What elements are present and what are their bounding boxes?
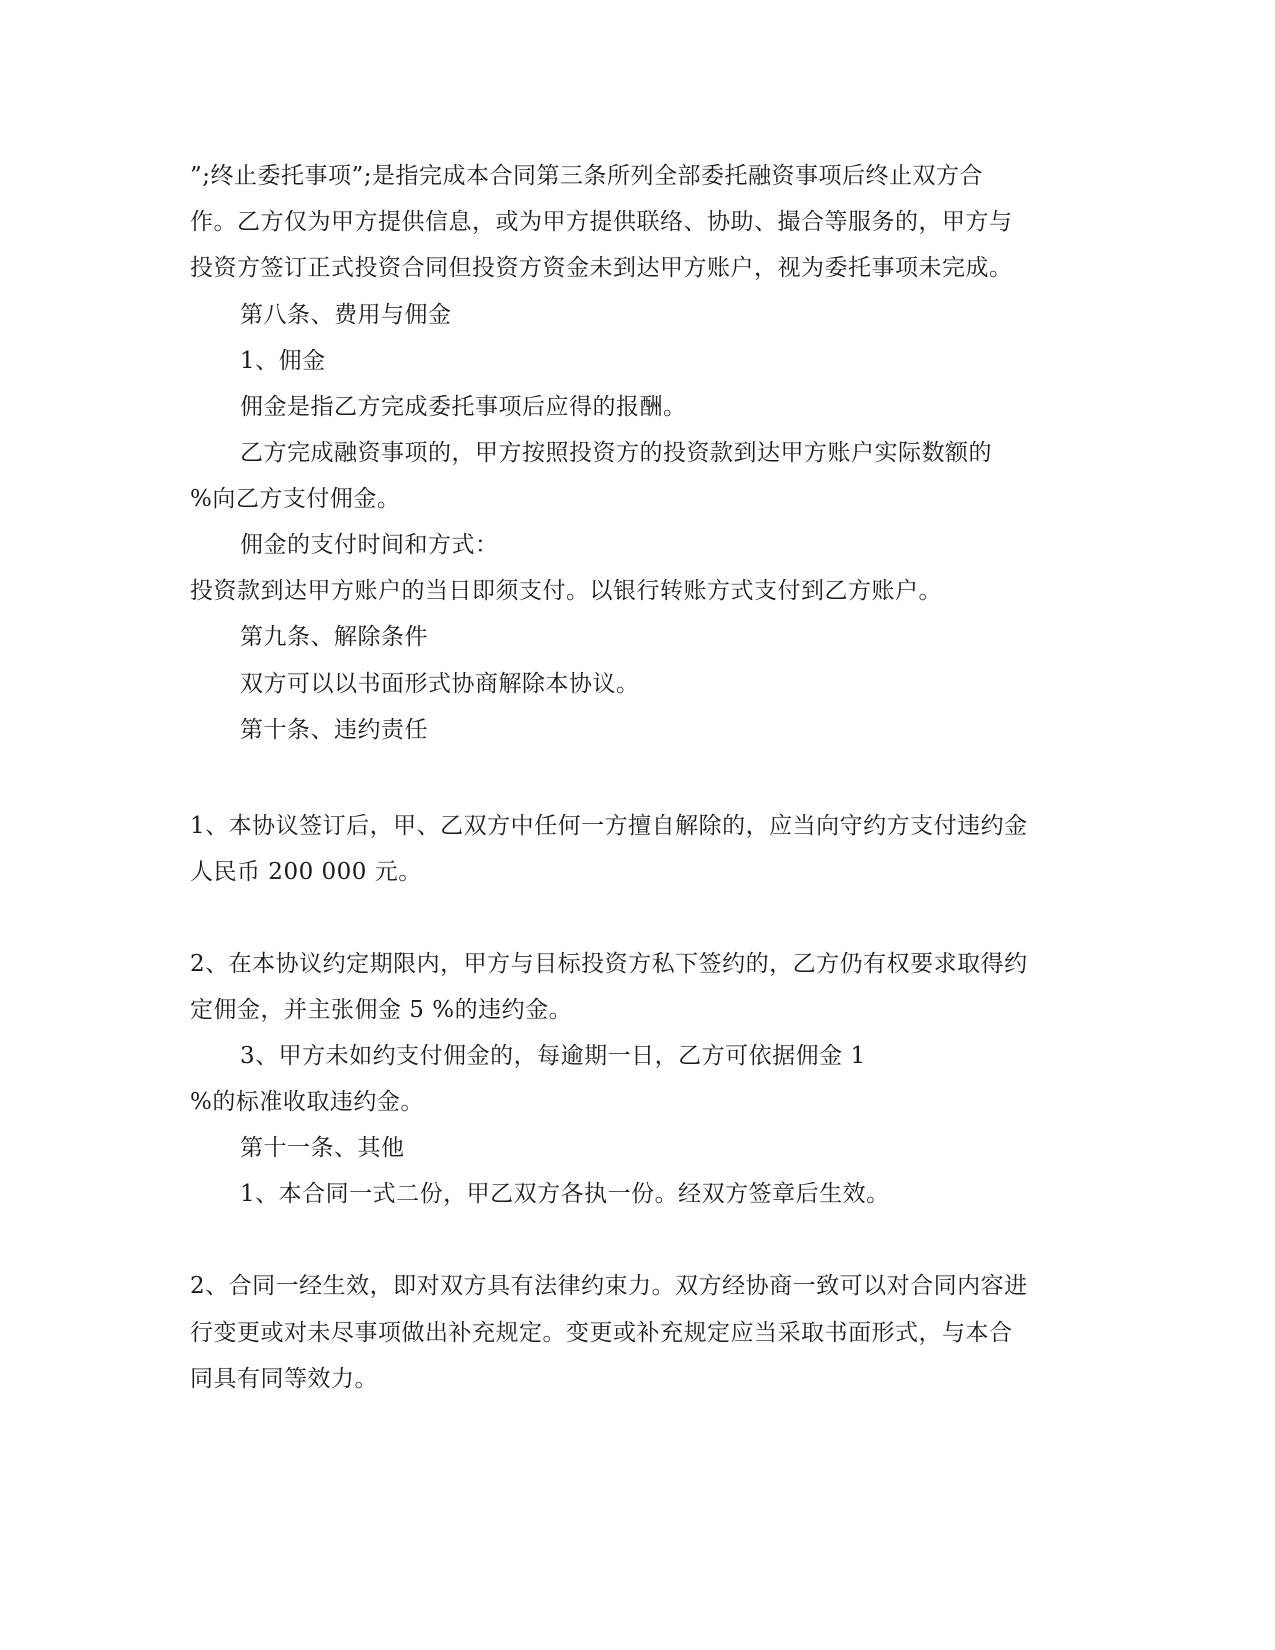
section-heading: 第十一条、其他 xyxy=(240,1135,405,1161)
subsection-heading: 1、佣金 xyxy=(240,348,326,374)
paragraph-line: ”;终止委托事项”;是指完成本合同第三条所列全部委托融资事项后终止双方合 xyxy=(190,163,984,189)
section-heading: 第九条、解除条件 xyxy=(240,624,428,650)
paragraph-line: 人民币 200 000 元。 xyxy=(190,859,422,885)
paragraph-line: %的标准收取违约金。 xyxy=(190,1089,424,1115)
paragraph-line: 投资方签订正式投资合同但投资方资金未到达甲方账户，视为委托事项未完成。 xyxy=(190,255,1013,281)
paragraph-line: 作。乙方仅为甲方提供信息，或为甲方提供联络、协助、撮合等服务的，甲方与 xyxy=(190,209,1013,235)
paragraph-line: 乙方完成融资事项的，甲方按照投资方的投资款到达甲方账户实际数额的 xyxy=(240,440,992,466)
paragraph-line: 同具有同等效力。 xyxy=(190,1366,378,1392)
paragraph-line: 2、合同一经生效，即对双方具有法律约束力。双方经协商一致可以对合同内容进 xyxy=(190,1273,1028,1299)
paragraph-line: %向乙方支付佣金。 xyxy=(190,486,401,512)
paragraph-line: 3、甲方未如约支付佣金的，每逾期一日，乙方可依据佣金 1 xyxy=(240,1043,866,1069)
paragraph-line: 2、在本协议约定期限内，甲方与目标投资方私下签约的，乙方仍有权要求取得约 xyxy=(190,951,1028,977)
paragraph-line: 1、本协议签订后，甲、乙双方中任何一方擅自解除的，应当向守约方支付违约金 xyxy=(190,813,1028,839)
paragraph-line: 佣金是指乙方完成委托事项后应得的报酬。 xyxy=(240,394,687,420)
paragraph-line: 双方可以以书面形式协商解除本协议。 xyxy=(240,671,640,697)
paragraph-line: 定佣金，并主张佣金 5 %的违约金。 xyxy=(190,997,573,1023)
section-heading: 第十条、违约责任 xyxy=(240,717,428,743)
paragraph-line: 1、本合同一式二份，甲乙双方各执一份。经双方签章后生效。 xyxy=(240,1181,890,1207)
paragraph-line: 佣金的支付时间和方式： xyxy=(240,532,499,558)
section-heading: 第八条、费用与佣金 xyxy=(240,302,452,328)
paragraph-line: 行变更或对未尽事项做出补充规定。变更或补充规定应当采取书面形式，与本合 xyxy=(190,1320,1013,1346)
paragraph-line: 投资款到达甲方账户的当日即须支付。以银行转账方式支付到乙方账户。 xyxy=(190,578,942,604)
